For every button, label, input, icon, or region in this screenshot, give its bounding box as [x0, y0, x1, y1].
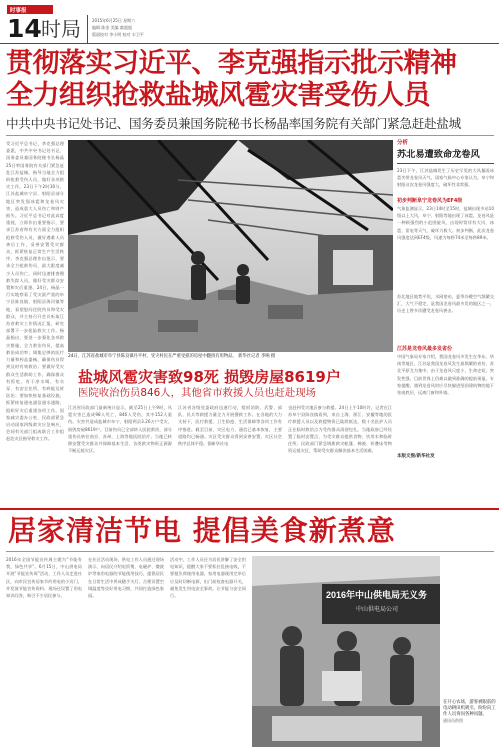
headline-line-2: 全力组织抢救盐城风雹灾害受伤人员: [6, 80, 430, 111]
sub-article-col-1: 江苏省民政部门最新统计显示，截至25日上午9时，风雹灾害已造成98人死亡，846人受伤，其中152人重伤。灾害共造成盐城市阜宁、射阳两县3.26万户受灾，损毁房屋8619户。目前伤员已全部转入医院救治，部分重伤员转往南京、苏州、上海等地医院治疗。当地已转移安置受灾群众并保障基本生活，各类救灾物资正源源不断运抵灾区。: [68, 405, 172, 454]
banner-text: 2016年中山供电局无义务: [326, 590, 428, 600]
editor-line: 编辑 陈金 美编 翁超超: [92, 25, 132, 30]
analysis-sidebar: [397, 140, 494, 506]
analysis-label: 分析: [397, 140, 409, 146]
feature-caption-credit: 通讯员供图: [443, 718, 463, 723]
sub-headline: 盐城风雹灾害致98死 损毁房屋8619户: [78, 368, 341, 386]
disaster-photo-image: [68, 140, 393, 352]
paper-logo-text: 时事报: [10, 8, 27, 14]
banner-sub: 中山供电局公司: [356, 607, 399, 613]
analysis-title: 苏北易遭致命龙卷风: [397, 149, 480, 160]
header-divider: [87, 15, 88, 43]
analysis-p3: 苏北地区地势平坦，水网密布，夏季冷暖空气频繁交汇，大气不稳定，是我国龙卷风最多发的地区之一，历史上曾多次遭受龙卷风袭击。: [397, 294, 494, 314]
disaster-photo: [68, 140, 393, 352]
proof-line: 版面校对 李小明 校对 丰卫平: [92, 32, 144, 37]
analysis-p4: 中国气象局专家介绍，我国龙卷风多发生在华东、华南等地区，江苏是我国龙卷风发生最频繁的省份，苏北平原尤为集中。由于龙卷风尺度小、生命史短、突发性强，目前世界上仍难以做到准确的提前预报。专家提醒，遇到龙卷风时应尽快躲进坚固建筑物的地下室或底层，远离门窗和外墙。: [397, 354, 494, 396]
header-rule: [0, 43, 499, 44]
analysis-p1: 23日下午，江苏盐城发生了历史罕见的大风暴雨冰雹夹带龙卷风天气。国家气候中心专家认为，阜宁和射阳这次龙卷风强度大，破坏性非常强。: [397, 168, 494, 188]
feature-col-1: 2016年全国节能宣传周主题为“节能有我，绿色共享”。6月15日，中山供电局开展“节能宣传周”活动，工作人员走进社区，向市民宣传居家节约用电的小窍门，并发放节能宣传资料。现场还设置了用电知识问答，吸引不少居民参与。: [6, 557, 82, 599]
date-line: 2015年6月25日 星期六: [92, 18, 136, 23]
headline-line-1: 贯彻落实习近平、李克强指示批示精神: [6, 48, 457, 79]
feature-col-2: 在社区活动现场，供电工作人员通过现场演示，向居民介绍电饭煲、电磁炉、微波炉等家用电器的节能使用技巧，提倡居民在日常生活中养成随手关灯、合理设置空调温度等良好用电习惯，共同打造绿色家园。: [88, 557, 164, 599]
photo-caption: [68, 354, 393, 360]
masthead: [7, 5, 493, 43]
sub-article-col-2: 江苏省各级党委政府迅速行动，组织消防、武警、部队、民兵等救援力量全力开展搜救工作。在各地的大力支持下，医疗救援、卫生防疫、生活保障等各项工作有序推进。截至目前，灾区电力、通信已基本恢复，主要道路均已畅通。灾区受灾群众得到妥善安置，灾区社会秩序总体平稳。据新华社电: [178, 405, 282, 447]
photo-credit: 新华社记者 李响 摄: [238, 354, 276, 359]
analysis-rule: [397, 163, 494, 164]
feature-photo-image: [252, 556, 440, 747]
headline-subhead: 中共中央书记处书记、国务委员兼国务院秘书长杨晶率国务院有关部门紧急赶赴盐城: [6, 116, 461, 131]
sub-article-col-3: 也赶到受灾地区参与救援。24日上午10时许，记者在江苏阜宁县陈良镇看到，来自上海、浙江、安徽等地的医疗救援人员以及救援物资已陆续抵达，数十名医护人员正在临时救治点为受伤群众清创包扎。当地政府已经设置了临时安置点，为受灾群众提供食物、饮用水和临时住所。民政部门紧急调拨救灾帐篷、棉被、折叠床等物资运抵灾区，帮助受灾群众解决基本生活困难。: [288, 405, 392, 454]
analysis-p2: 气象监测显示，23日14时至15时，盐城出现多站10级以上大风，阜宁、射阳等地出现了冰雹。龙卷风是一种极强烈的小范围旋风，出现时常伴有大风、冰雹、雷电等天气，破坏力极大。初步判断，此次龙卷风强度达到EF4级，风速为每秒74米至每秒89米。: [397, 206, 494, 240]
feature-rule: [6, 551, 494, 552]
analysis-credit: 本版文图/新华社发: [397, 454, 435, 459]
feature-caption-text: 在开心农场，游客被眼前的电动耕田机吸引，纷纷向工作人员询问各种问题。: [443, 700, 496, 717]
analysis-sub1: 初步判断阜宁龙卷风为EF4级: [397, 198, 463, 204]
headline-rule: [6, 135, 494, 136]
feature-photo-caption: [443, 700, 497, 724]
sub-subhead: 医院收治伤员846人，其他省市救援人员也赶赴现场: [78, 387, 317, 399]
feature-col-3: 活动中，工作人员还为居民讲解了安全用电知识，提醒大家不要私拉乱接电线，不要超负荷使用电器，家用电器使用完毕后应及时切断电源，出门前检查电器开关，避免发生用电安全事故，让节能与安全同行。: [170, 557, 246, 599]
feature-photo: [252, 556, 440, 747]
paper-logo: [7, 5, 53, 14]
page-number: 14: [7, 14, 42, 43]
feature-headline: 居家清洁节电 提倡美食新煮意: [8, 514, 396, 547]
analysis-sub2: 江苏是龙卷风最多发省份: [397, 346, 453, 352]
main-article-text: 受习近平总书记、李克强总理委派，中共中央书记处书记、国务委员兼国务院秘书长杨晶25日率国务院有关部门紧急赶赴江苏盐城，指导当地全力组织抢救受伤人员，做好各项救灾工作。23日下午2时30分，江苏盐城阜宁县、射阳县部分地区突发强冰雹和龙卷风灾害，造成重大人员伤亡和财产损失。习近平总书记对此高度重视，立即作出重要指示，要求江苏省和有关方面全力组织抢救受伤人员，做好遇难人员善后工作，妥善安置受灾群众，抓紧恢复正常生产生活秩序。李克强总理作出批示，要求全力抢救伤员，最大限度减少人员伤亡，同时迅速排查搜救失踪人员，做好受灾群众安置和灾后重建。24日，杨晶一行实地察看了受灾最严重的阜宁县陈良镇、射阳县海河镇等地，看望慰问住院伤员和受灾群众，并主持召开会议听取江苏省救灾工作情况汇报，研究部署下一步抢险救灾工作。杨晶指出，要进一步强化各项救灾措施，全力救治伤员，提高救治成功率；调集足够的医疗力量和药品器械，确保伤员得到及时有效救治；要做好受灾群众生活救助工作，确保群众有饭吃、有干净水喝、有衣穿、有安全住所、有病能及时医治；要加快恢复基础设施，抓紧恢复通电通信通水通路，组织好灾后重建各项工作。国家减灾委办公室、民政部紧急启动国家四级救灾应急响应，会同有关部门组成联合工作组赶赴灾区指导救灾工作。: [6, 141, 64, 442]
section-name: 时局: [41, 17, 81, 41]
photo-caption-text: 24日，江苏省盐城市阜宁县陈良镇丹平村，受灾村民在严重受损的房屋中翻找有用物品。: [68, 354, 237, 359]
section-divider: [0, 508, 499, 510]
